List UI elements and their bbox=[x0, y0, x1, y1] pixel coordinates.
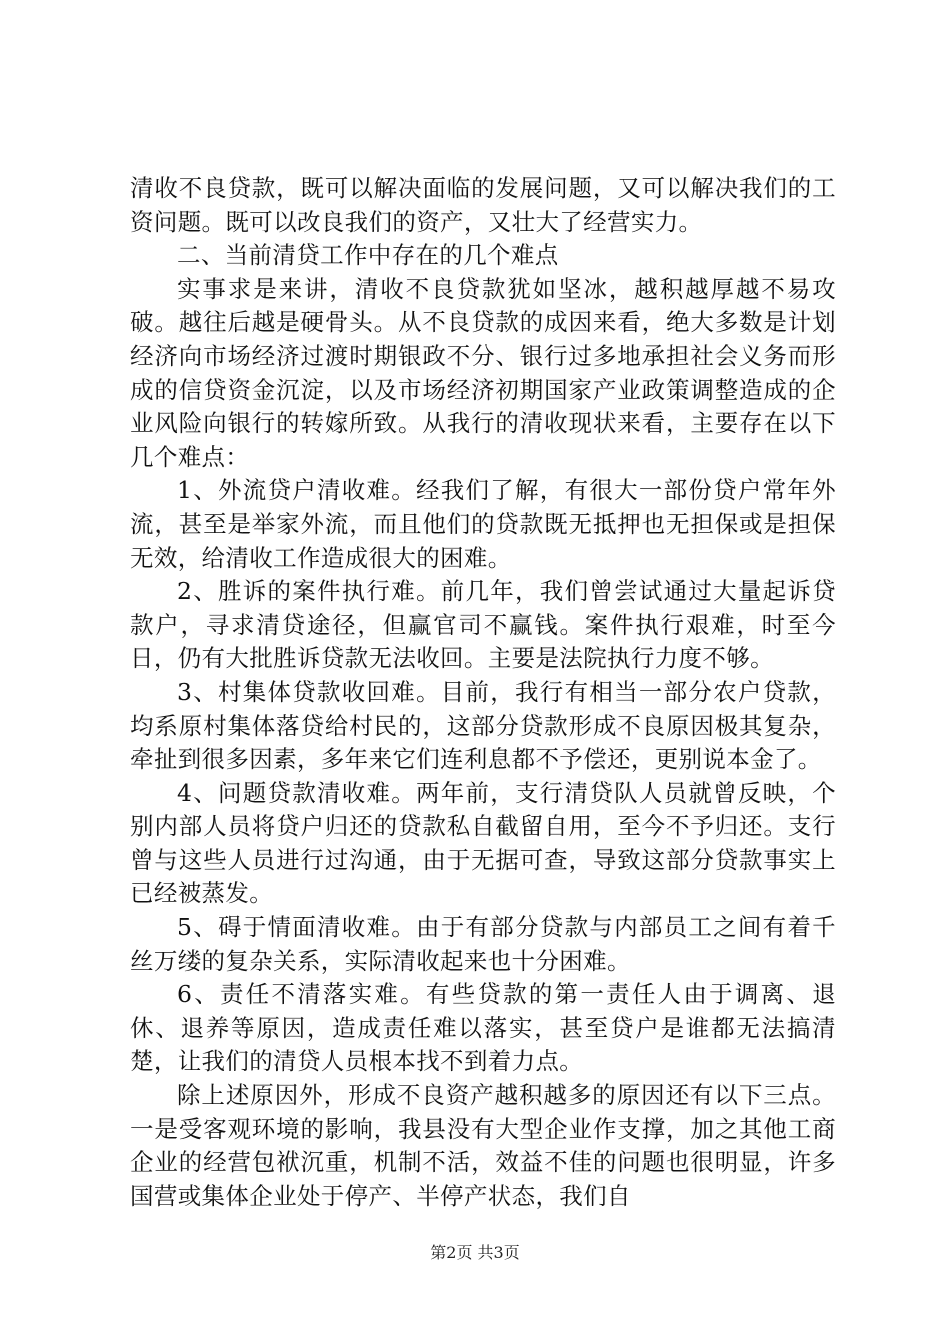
section-heading: 二、当前清贷工作中存在的几个难点 bbox=[177, 241, 559, 270]
paragraph-point-4: 4、问题贷款清收难。两年前，支行清贷队人员就曾反映，个别内部人员将贷户归还的贷款私自截留自用，至今不予归还。支行曾与这些人员进行过沟通，由于无据可查，导致这部分贷款事实上已经被蒸发。 bbox=[130, 778, 836, 908]
paragraph-other-causes: 除上述原因外，形成不良资产越积越多的原因还有以下三点。一是受客观环境的影响，我县没有大型企业作支撑，加之其他工商企业的经营包袱沉重，机制不活，效益不佳的问题也很明显，许多国营或集体企业处于停产、半停产状态，我们自 bbox=[130, 1081, 836, 1210]
paragraph-point-2: 2、胜诉的案件执行难。前几年，我们曾尝试通过大量起诉贷款户，寻求清贷途径，但赢官司不赢钱。案件执行艰难，时至今日，仍有大批胜诉贷款无法收回。主要是法院执行力度不够。 bbox=[130, 577, 836, 673]
paragraph-continuation: 清收不良贷款，既可以解决面临的发展问题，又可以解决我们的工资问题。既可以改良我们的资产，又壮大了经营实力。 bbox=[130, 174, 836, 236]
paragraph-point-6: 6、责任不清落实难。有些贷款的第一责任人由于调离、退休、退养等原因，造成责任难以落实，甚至贷户是谁都无法搞清楚，让我们的清贷人员根本找不到着力点。 bbox=[130, 980, 836, 1076]
paragraph-intro: 实事求是来讲，清收不良贷款犹如坚冰，越积越厚越不易攻破。越往后越是硬骨头。从不良贷款的成因来看，绝大多数是计划经济向市场经济过渡时期银政不分、银行过多地承担社会义务而形成的信贷资金沉淀，以及市场经济初期国家产业政策调整造成的企业风险向银行的转嫁所致。从我行的清收现状来看，主要存在以下几个难点： bbox=[130, 274, 836, 471]
page-number-footer: 第2页 共3页 bbox=[430, 1243, 520, 1262]
paragraph-point-1: 1、外流贷户清收难。经我们了解，有很大一部份贷户常年外流，甚至是举家外流，而且他们的贷款既无抵押也无担保或是担保无效，给清收工作造成很大的困难。 bbox=[130, 476, 836, 572]
paragraph-point-5: 5、碍于情面清收难。由于有部分贷款与内部员工之间有着千丝万缕的复杂关系，实际清收起来也十分困难。 bbox=[130, 913, 836, 975]
document-body bbox=[130, 172, 836, 1213]
paragraph-point-3: 3、村集体贷款收回难。目前，我行有相当一部分农户贷款，均系原村集体落贷给村民的，这部分贷款形成不良原因极其复杂，牵扯到很多因素，多年来它们连利息都不予偿还，更别说本金了。 bbox=[130, 677, 836, 774]
